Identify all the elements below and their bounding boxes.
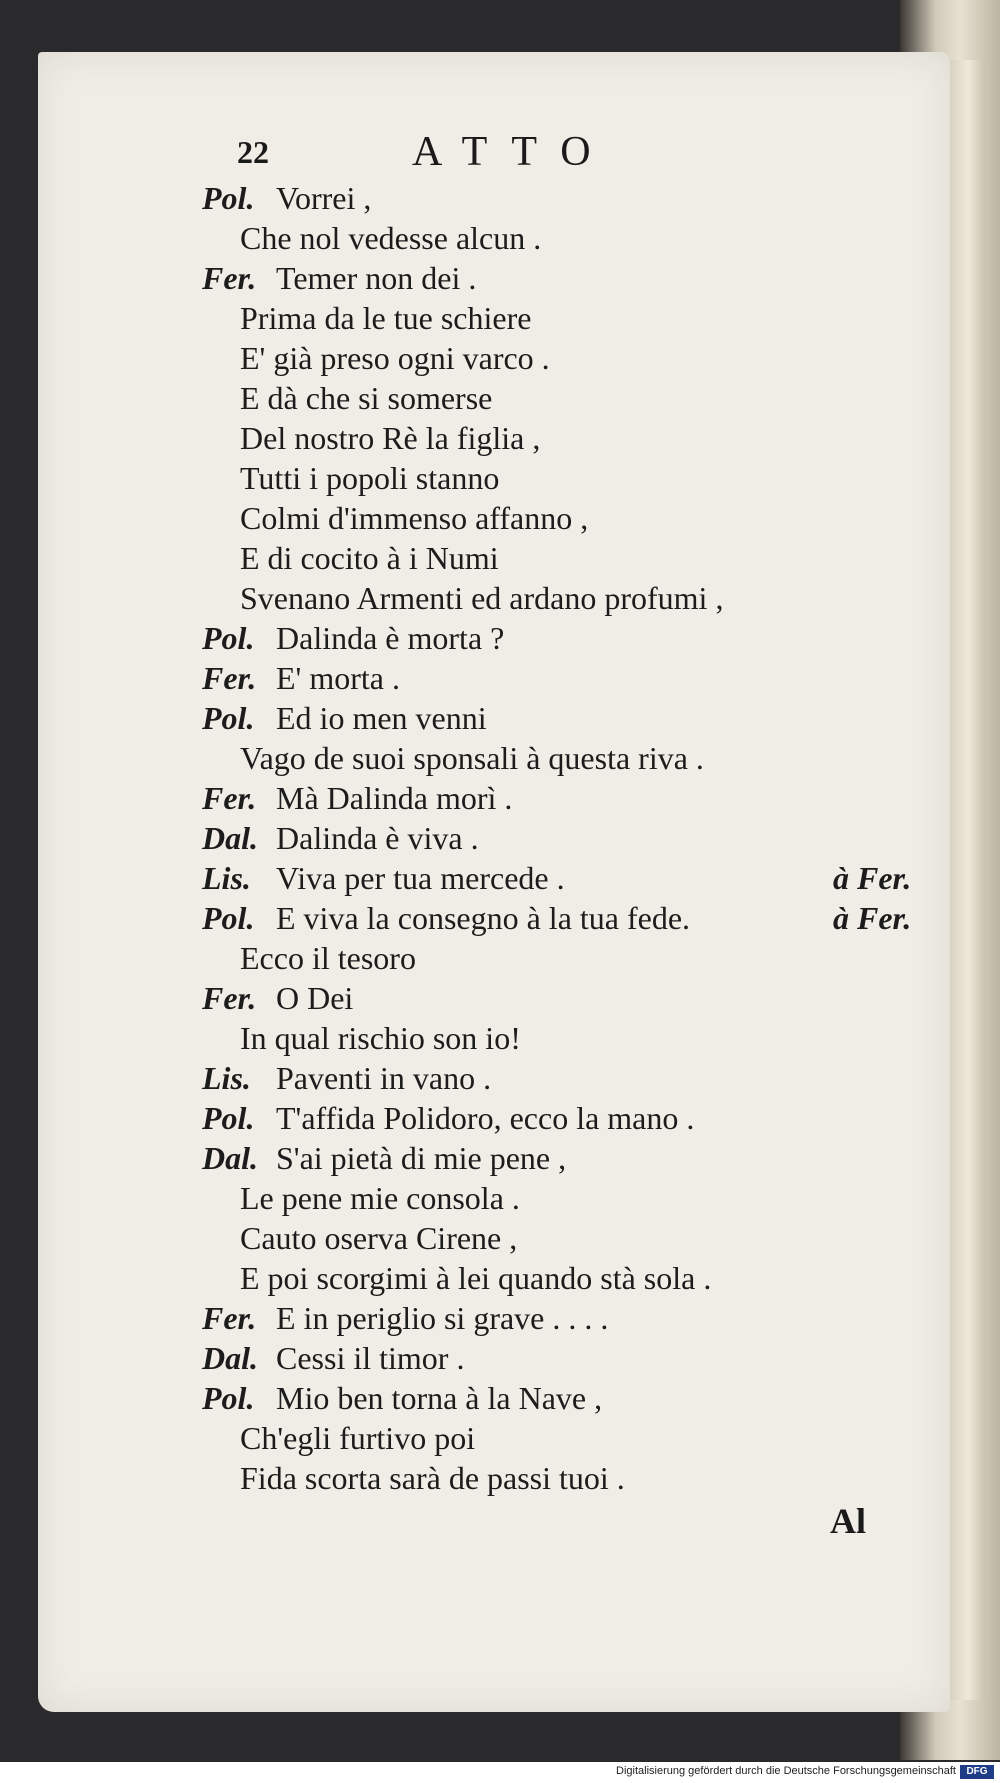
dialogue-line [0, 498, 1000, 538]
verse-text: Temer non dei . [276, 260, 477, 296]
dialogue-line [0, 1458, 1000, 1498]
verse-text: Dalinda è morta ? [276, 620, 505, 656]
speaker-name: Pol. [202, 620, 255, 656]
dialogue-line [0, 538, 1000, 578]
verse-text: Ecco il tesoro [240, 940, 416, 976]
dialogue-line [0, 658, 1000, 698]
dialogue-line [0, 938, 1000, 978]
verse-text: S'ai pietà di mie pene , [276, 1140, 567, 1176]
verse-text: T'affida Polidoro, ecco la mano . [276, 1100, 695, 1136]
dialogue-line [0, 698, 1000, 738]
dialogue-line [0, 258, 1000, 298]
verse-text: E viva la consegno à la tua fede. [276, 900, 691, 936]
dfg-logo: DFG [960, 1765, 994, 1779]
dialogue-line [0, 1138, 1000, 1178]
dialogue-line [0, 338, 1000, 378]
verse-text: Del nostro Rè la figlia , [240, 420, 541, 456]
dialogue-line [0, 1338, 1000, 1378]
verse-text: Ch'egli furtivo poi [240, 1420, 476, 1456]
speaker-name: Pol. [202, 700, 255, 736]
speaker-name: Fer. [202, 260, 257, 296]
play-text [0, 178, 1000, 1498]
dialogue-line [0, 1258, 1000, 1298]
dialogue-line [0, 818, 1000, 858]
dialogue-line [0, 458, 1000, 498]
dialogue-line [0, 378, 1000, 418]
footer-credit: Digitalisierung gefördert durch die Deutsche Forschungsgemeinschaft [616, 1765, 956, 1777]
dialogue-line [0, 218, 1000, 258]
dialogue-line [0, 778, 1000, 818]
verse-text: Vorrei , [276, 180, 372, 216]
speaker-name: Pol. [202, 1380, 255, 1416]
page-header [0, 128, 1000, 178]
dialogue-line [0, 1098, 1000, 1138]
dialogue-line [0, 738, 1000, 778]
verse-text: E dà che si somerse [240, 380, 493, 416]
verse-text: Paventi in vano . [276, 1060, 492, 1096]
dialogue-line [0, 1178, 1000, 1218]
verse-text: Le pene mie consola . [240, 1180, 520, 1216]
verse-text: Mio ben torna à la Nave , [276, 1380, 603, 1416]
speaker-name: Fer. [202, 780, 257, 816]
speaker-name: Lis. [202, 1060, 251, 1096]
dialogue-line [0, 578, 1000, 618]
dialogue-line [0, 1378, 1000, 1418]
running-title: ATTO [412, 129, 615, 175]
verse-text: Tutti i popoli stanno [240, 460, 500, 496]
verse-text: In qual rischio son io! [240, 1020, 521, 1056]
speaker-name: Dal. [202, 1140, 258, 1176]
speaker-name: Pol. [202, 1100, 255, 1136]
verse-text: Mà Dalinda morì . [276, 780, 513, 816]
verse-text: Vago de suoi sponsali à questa riva . [240, 740, 704, 776]
catchword: Al [830, 1501, 866, 1541]
dialogue-line [0, 1218, 1000, 1258]
verse-text: E' morta . [276, 660, 400, 696]
dialogue-line [0, 1058, 1000, 1098]
dialogue-line [0, 298, 1000, 338]
verse-text: Prima da le tue schiere [240, 300, 532, 336]
verse-text: Cessi il timor . [276, 1340, 465, 1376]
speaker-name: Fer. [202, 980, 257, 1016]
dialogue-line [0, 1298, 1000, 1338]
verse-text: E poi scorgimi à lei quando stà sola . [240, 1260, 712, 1296]
stage-direction: à Fer. [833, 900, 912, 936]
verse-text: O Dei [276, 980, 354, 1016]
page-number: 22 [237, 134, 269, 170]
speaker-name: Dal. [202, 1340, 258, 1376]
dialogue-line [0, 898, 1000, 938]
stage-direction: à Fer. [833, 860, 912, 896]
dialogue-line [0, 618, 1000, 658]
speaker-name: Fer. [202, 660, 257, 696]
verse-text: Viva per tua mercede . [276, 860, 565, 896]
dialogue-line [0, 1018, 1000, 1058]
speaker-name: Lis. [202, 860, 251, 896]
verse-text: Ed io men venni [276, 700, 487, 736]
verse-text: Cauto oserva Cirene , [240, 1220, 518, 1256]
dialogue-line [0, 1418, 1000, 1458]
dialogue-line [0, 978, 1000, 1018]
dialogue-line [0, 858, 1000, 898]
speaker-name: Dal. [202, 820, 258, 856]
verse-text: Dalinda è viva . [276, 820, 479, 856]
verse-text: E' già preso ogni varco . [240, 340, 550, 376]
verse-text: Colmi d'immenso affanno , [240, 500, 589, 536]
verse-text: E in periglio si grave . . . . [276, 1300, 609, 1336]
digitization-footer [0, 1762, 1000, 1783]
speaker-name: Pol. [202, 180, 255, 216]
verse-text: Svenano Armenti ed ardano profumi , [240, 580, 724, 616]
verse-text: Che nol vedesse alcun . [240, 220, 542, 256]
speaker-name: Fer. [202, 1300, 257, 1336]
dialogue-line [0, 418, 1000, 458]
verse-text: E di cocito à i Numi [240, 540, 499, 576]
verse-text: Fida scorta sarà de passi tuoi . [240, 1460, 625, 1496]
speaker-name: Pol. [202, 900, 255, 936]
dialogue-line [0, 178, 1000, 218]
